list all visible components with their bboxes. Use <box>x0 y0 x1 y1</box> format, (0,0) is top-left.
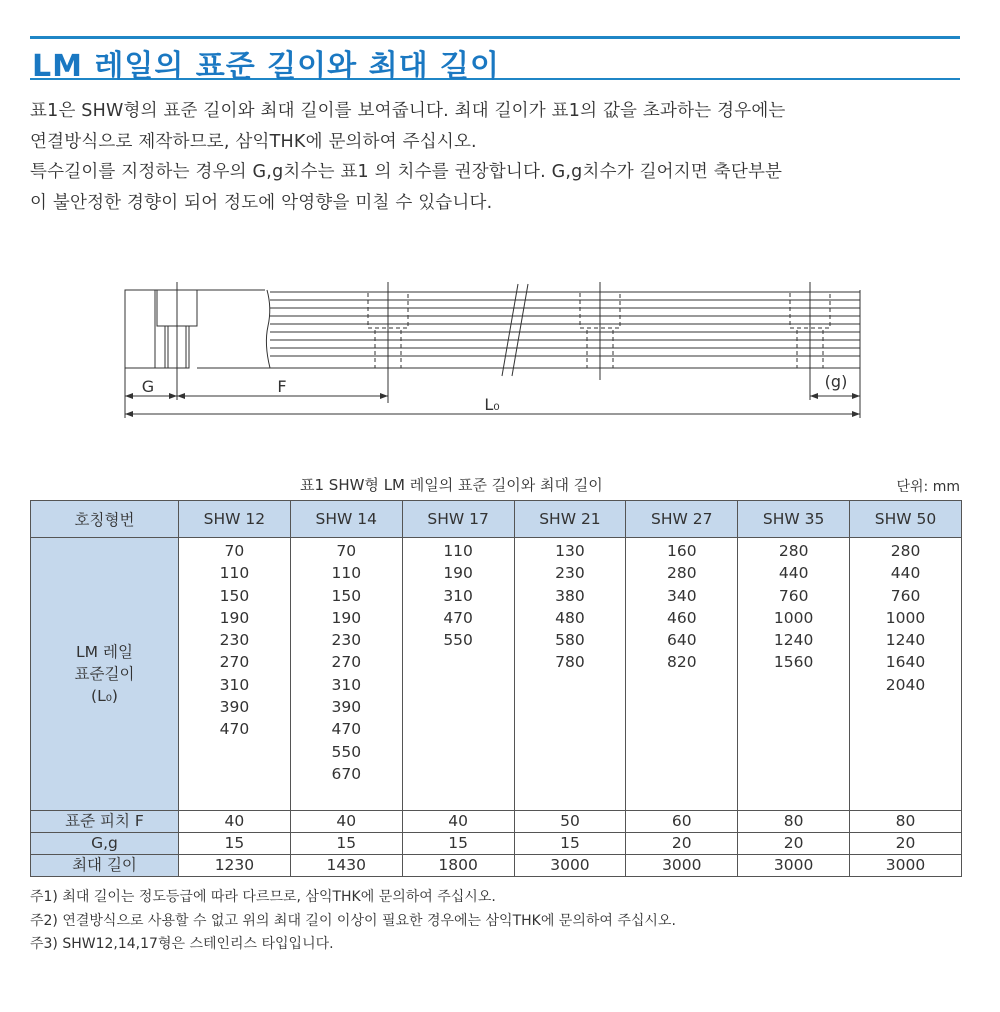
table-cell: 1430 <box>290 855 402 877</box>
table-cell: 50 <box>514 811 626 833</box>
standard-length-value: 760 <box>778 586 809 605</box>
standard-length-label <box>31 538 179 811</box>
standard-length-value: 150 <box>219 586 250 605</box>
standard-length-value: 550 <box>443 631 473 650</box>
standard-length-value: 190 <box>219 608 250 627</box>
table-cell: 80 <box>850 811 962 833</box>
table-cell: 15 <box>402 833 514 855</box>
standard-length-value: 470 <box>443 608 473 627</box>
standard-length-value: 230 <box>555 564 585 583</box>
pitch-label: 표준 피치 F <box>31 811 179 833</box>
length-list <box>738 538 850 811</box>
standard-length-value: 160 <box>667 542 697 560</box>
standard-length-value: 70 <box>224 542 245 560</box>
table-cell: 15 <box>514 833 626 855</box>
standard-length-value: 110 <box>443 542 473 560</box>
intro-line: 이 불안정한 경향이 되어 정도에 악영향을 미칠 수 있습니다. <box>30 192 493 213</box>
standard-length-value: 1000 <box>885 608 926 627</box>
standard-length-value: 270 <box>331 653 362 672</box>
standard-length-value: 310 <box>443 586 473 605</box>
label-line: LM 레일 <box>76 643 133 661</box>
length-list <box>514 538 626 811</box>
intro-line: 연결방식으로 제작하므로, 삼익THK에 문의하여 주십시오. <box>30 131 477 152</box>
length-list <box>626 538 738 811</box>
standard-length-value: 310 <box>219 675 250 694</box>
standard-length-value: 670 <box>331 764 362 783</box>
standard-length-value: 780 <box>555 653 585 672</box>
spec-table <box>30 500 962 877</box>
table-cell: 3000 <box>626 855 738 877</box>
gg-label: G,g <box>31 833 179 855</box>
table-cell: 3000 <box>738 855 850 877</box>
standard-length-value: 380 <box>555 586 585 605</box>
pitch-row <box>31 811 962 833</box>
table-cell: 1800 <box>402 855 514 877</box>
table-cell: 20 <box>850 833 962 855</box>
length-list <box>179 538 291 811</box>
max-length-row <box>31 855 962 877</box>
table-cell: 80 <box>738 811 850 833</box>
header-label: 호칭형번 <box>31 501 179 538</box>
standard-length-value: 280 <box>890 542 921 560</box>
label-line: (L₀) <box>91 687 118 705</box>
standard-length-value: 1640 <box>885 653 926 672</box>
standard-length-value: 1560 <box>773 653 814 672</box>
standard-length-value: 280 <box>667 564 697 583</box>
standard-length-value: 470 <box>219 720 250 739</box>
standard-length-value: 190 <box>443 564 473 583</box>
footnote: 주2) 연결방식으로 사용할 수 없고 위의 최대 길이 이상이 필요한 경우에는 삼익THK에 문의하여 주십시오. <box>30 912 676 929</box>
standard-length-value: 480 <box>555 608 585 627</box>
table-header-row <box>31 501 962 538</box>
standard-length-value: 390 <box>331 698 362 717</box>
length-list <box>290 538 402 811</box>
table-caption-bar <box>30 474 960 494</box>
table-cell: 1230 <box>179 855 291 877</box>
table-cell: 60 <box>626 811 738 833</box>
standard-length-value: 470 <box>331 720 362 739</box>
dim-label-L: L₀ <box>484 395 500 414</box>
standard-length-value: 390 <box>219 698 250 717</box>
table-cell: 15 <box>290 833 402 855</box>
standard-length-value: 340 <box>667 586 697 605</box>
length-list <box>850 538 962 811</box>
model-header: SHW 14 <box>290 501 402 538</box>
standard-length-value: 1240 <box>885 631 926 650</box>
standard-length-value: 550 <box>331 742 362 761</box>
standard-length-row <box>31 538 962 811</box>
gg-row <box>31 833 962 855</box>
standard-length-value: 190 <box>331 608 362 627</box>
footnotes <box>30 886 676 957</box>
table-cell: 3000 <box>514 855 626 877</box>
dim-label-F: F <box>277 377 287 396</box>
table-cell: 15 <box>179 833 291 855</box>
standard-length-value: 280 <box>778 542 809 560</box>
table-cell: 40 <box>290 811 402 833</box>
standard-length-value: 130 <box>555 542 585 560</box>
standard-length-value: 820 <box>667 653 697 672</box>
footnote: 주3) SHW12,14,17형은 스테인리스 타입입니다. <box>30 936 334 952</box>
model-header: SHW 17 <box>402 501 514 538</box>
standard-length-value: 2040 <box>885 675 926 694</box>
label-line: 표준길이 <box>74 665 135 683</box>
standard-length-value: 1000 <box>773 608 814 627</box>
intro-line: 표1은 SHW형의 표준 길이와 최대 길이를 보여줍니다. 최대 길이가 표1의 값을 초과하는 경우에는 <box>30 101 786 121</box>
standard-length-value: 150 <box>331 586 362 605</box>
model-header: SHW 50 <box>850 501 962 538</box>
standard-length-value: 460 <box>667 608 697 627</box>
standard-length-value: 230 <box>219 631 250 650</box>
standard-length-value: 110 <box>219 564 250 583</box>
model-header: SHW 35 <box>738 501 850 538</box>
standard-length-value: 230 <box>331 631 362 650</box>
standard-length-value: 70 <box>336 542 357 560</box>
intro-line: 특수길이를 지정하는 경우의 G,g치수는 표1 의 치수를 권장합니다. G,g치수가 길어지면 축단부분 <box>30 162 783 182</box>
standard-length-value: 1240 <box>773 631 814 650</box>
standard-length-value: 110 <box>331 564 362 583</box>
table-cell: 20 <box>738 833 850 855</box>
intro-text <box>30 96 962 218</box>
title-bar <box>30 36 960 84</box>
max-length-label: 최대 길이 <box>31 855 179 877</box>
standard-length-value: 270 <box>219 653 250 672</box>
dim-label-G: G <box>141 377 155 396</box>
standard-length-value: 440 <box>890 564 921 583</box>
length-list <box>402 538 514 811</box>
rail-diagram <box>110 278 880 428</box>
table-caption: 표1 SHW형 LM 레일의 표준 길이와 최대 길이 <box>300 476 603 494</box>
standard-length-value: 580 <box>555 631 585 650</box>
page-title: LM 레일의 표준 길이와 최대 길이 <box>32 49 500 84</box>
standard-length-value: 760 <box>890 586 921 605</box>
standard-length-value: 440 <box>778 564 809 583</box>
standard-length-value: 310 <box>331 675 362 694</box>
model-header: SHW 21 <box>514 501 626 538</box>
footnote: 주1) 최대 길이는 정도등급에 따라 다르므로, 삼익THK에 문의하여 주십시오. <box>30 889 496 905</box>
dim-label-g: (g) <box>824 372 848 391</box>
table-unit: 단위: mm <box>896 479 960 495</box>
table-cell: 40 <box>402 811 514 833</box>
standard-length-value: 640 <box>667 631 697 650</box>
table-cell: 20 <box>626 833 738 855</box>
table-cell: 3000 <box>850 855 962 877</box>
model-header: SHW 12 <box>179 501 291 538</box>
table-cell: 40 <box>179 811 291 833</box>
model-header: SHW 27 <box>626 501 738 538</box>
